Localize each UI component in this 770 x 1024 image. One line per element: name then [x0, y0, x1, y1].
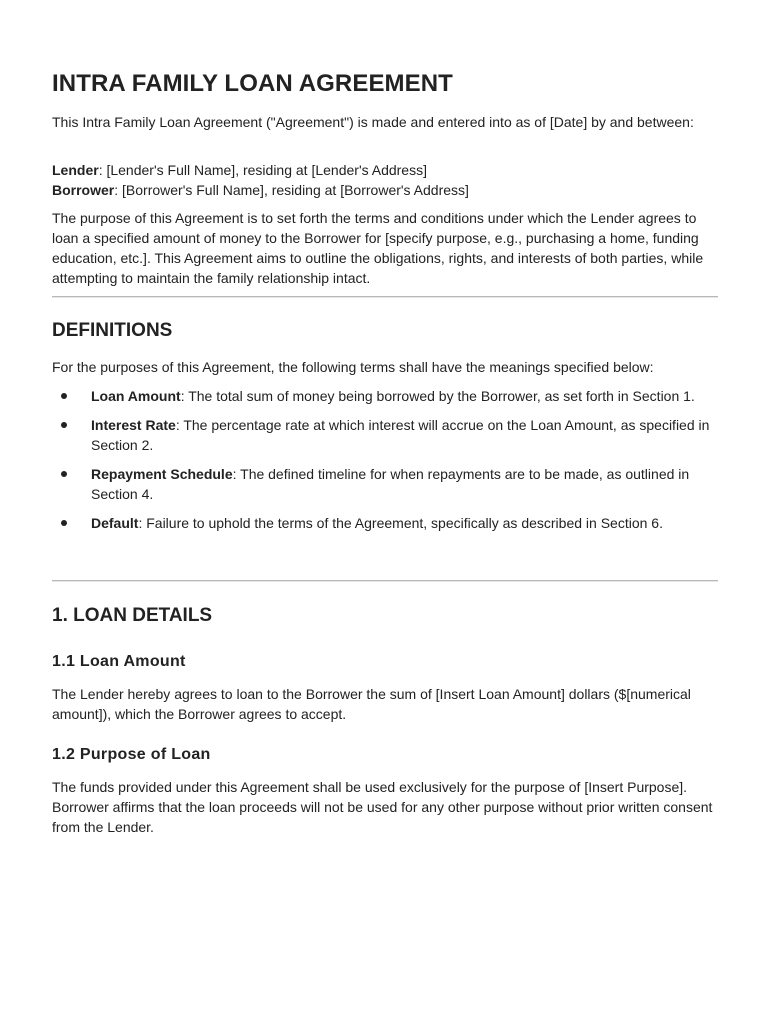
loan-purpose-paragraph: The funds provided under this Agreement shall be used exclusively for the purpose of [Insert Purpose]. Borrower affirms that the loan proceeds will not be used for any other purpose without prior written consent from the Lender.: [52, 779, 713, 835]
definition-text: : The percentage rate at which interest will accrue on the Loan Amount, as specified in Section 2.: [91, 417, 710, 453]
bullet-icon: [61, 520, 67, 526]
parties-block: [52, 160, 720, 200]
definition-term: Loan Amount: [91, 388, 181, 404]
loan-amount-heading: 1.1 Loan Amount: [52, 653, 186, 670]
lender-text: : [Lender's Full Name], residing at [Lender's Address]: [98, 162, 427, 178]
definitions-intro: For the purposes of this Agreement, the following terms shall have the meanings specified below:: [52, 359, 654, 375]
bullet-icon: [61, 393, 67, 399]
borrower-label: Borrower: [52, 182, 115, 198]
definition-term: Default: [91, 515, 139, 531]
intro-paragraph: This Intra Family Loan Agreement ("Agreement") is made and entered into as of [Date] by and between:: [52, 114, 694, 130]
bullet-icon: [61, 471, 67, 477]
definition-term: Repayment Schedule: [91, 466, 233, 482]
definition-item: [52, 464, 720, 504]
definition-item: [52, 513, 720, 533]
borrower-line: [52, 180, 720, 200]
purpose-paragraph: The purpose of this Agreement is to set forth the terms and conditions under which the Lender agrees to loan a specified amount of money to the Borrower for [specify purpose, e.g., purchasing a home, funding education, etc.]. This Agreement aims to outline the obligations, rights, and interests of both parties, while attempting to maintain the family relationship intact.: [52, 210, 704, 286]
section-divider: [52, 296, 718, 298]
borrower-text: : [Borrower's Full Name], residing at [Borrower's Address]: [114, 182, 469, 198]
definitions-list: [52, 386, 720, 542]
definition-text: : The total sum of money being borrowed by the Borrower, as set forth in Section 1.: [180, 388, 695, 404]
lender-label: Lender: [52, 162, 99, 178]
bullet-icon: [61, 422, 67, 428]
document-title: INTRA FAMILY LOAN AGREEMENT: [52, 70, 453, 97]
definition-item: [52, 386, 720, 406]
definition-item: [52, 415, 720, 455]
section-divider: [52, 580, 718, 582]
definitions-heading: DEFINITIONS: [52, 320, 173, 341]
definition-text: : Failure to uphold the terms of the Agreement, specifically as described in Section 6.: [138, 515, 663, 531]
lender-line: [52, 160, 720, 180]
loan-purpose-heading: 1.2 Purpose of Loan: [52, 746, 211, 763]
loan-details-heading: 1. LOAN DETAILS: [52, 605, 213, 626]
definition-term: Interest Rate: [91, 417, 176, 433]
definition-text: : The defined timeline for when repayments are to be made, as outlined in Section 4.: [91, 466, 690, 502]
loan-amount-paragraph: The Lender hereby agrees to loan to the Borrower the sum of [Insert Loan Amount] dollars ($[numerical amount]), which the Borrower agrees to accept.: [52, 686, 691, 722]
